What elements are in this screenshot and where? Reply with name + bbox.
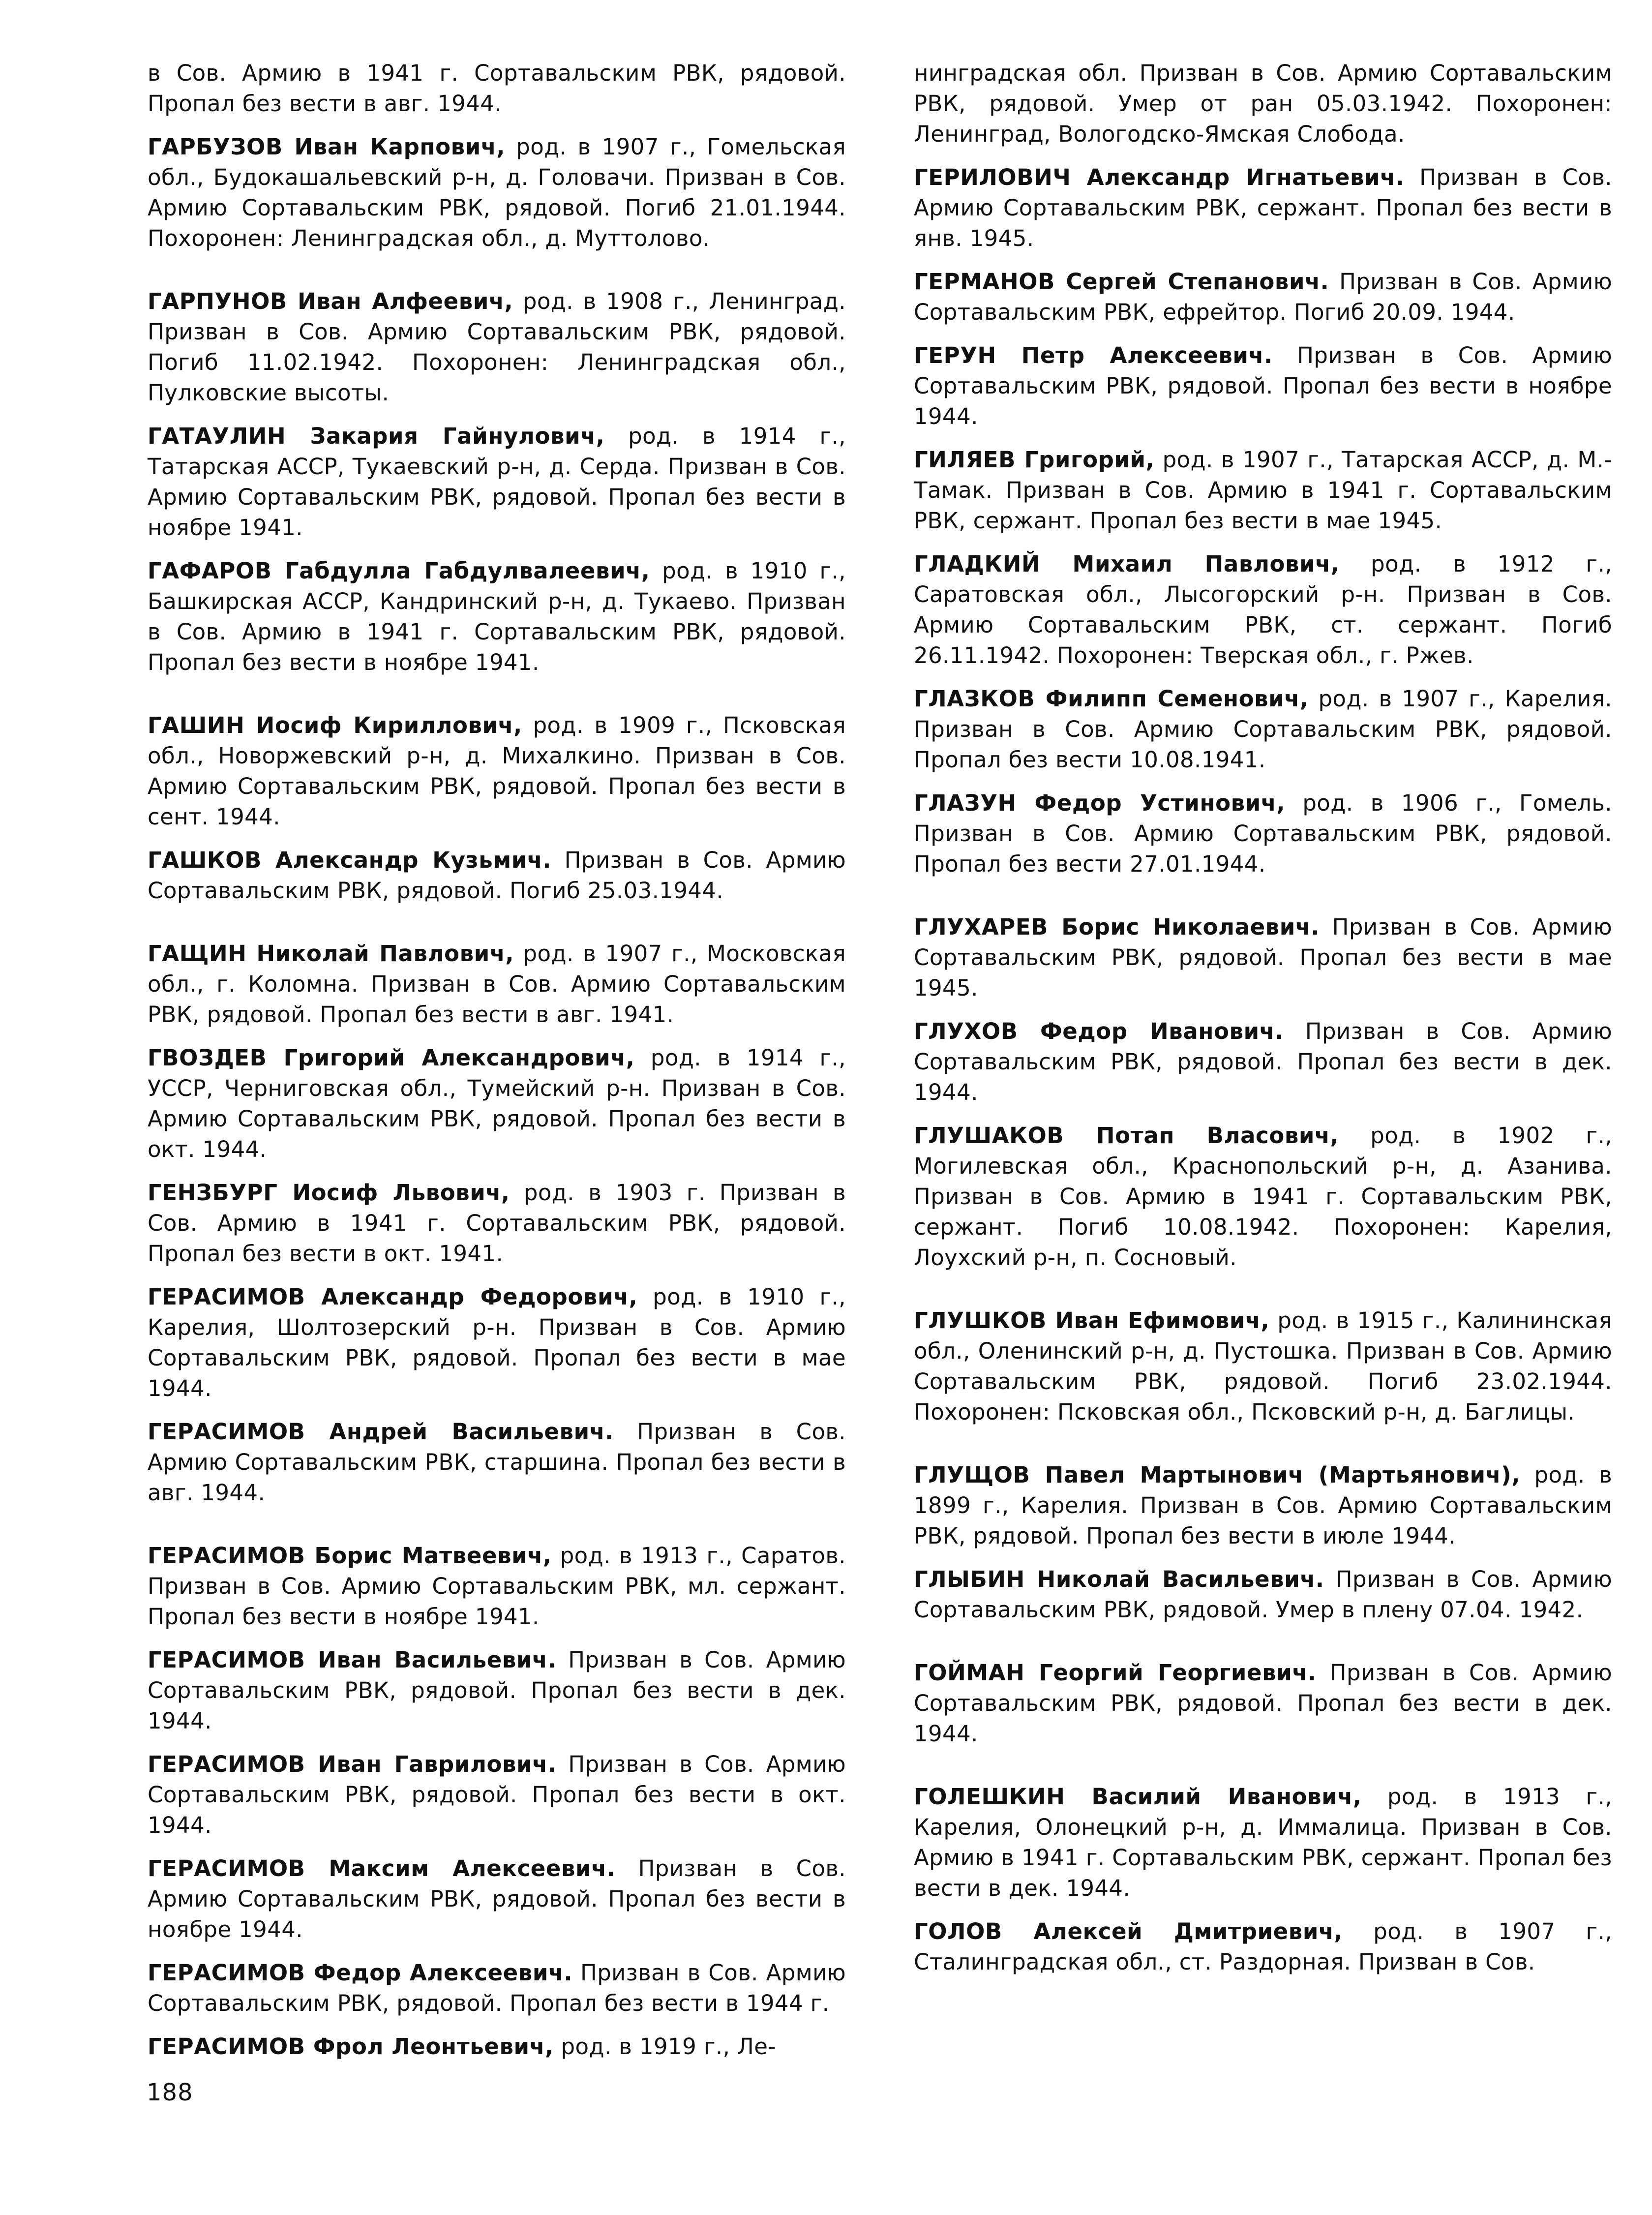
entry-text: род. в 1912 г., Саратовская обл., Лысогорский р-н. Призван в Сов. Армию Сортавальским РВК, ст. сержант. Погиб 26.11.1942. Похоронен: Тверская обл., г. Ржев. <box>914 551 1612 668</box>
entry-text: Призван в Сов. Армию Сортавальским РВК, старшина. Пропал без вести в авг. 1944. <box>148 1419 846 1506</box>
entry <box>914 445 1612 536</box>
entry-name: ГЕРУН Петр Алексеевич. <box>914 342 1273 368</box>
entry-text: род. в 1903 г. Призван в Сов. Армию в 1941 г. Сортавальским РВК, рядовой. Пропал без вести в окт. 1941. <box>148 1180 846 1267</box>
entry <box>914 1305 1612 1427</box>
entry <box>914 684 1612 775</box>
entry-name: ГЕРАСИМОВ Максим Алексеевич. <box>148 1855 616 1881</box>
entry <box>148 845 846 906</box>
entry-name: ГЛАЗКОВ Филипп Семенович, <box>914 686 1309 712</box>
entry-text: род. в 1902 г., Могилевская обл., Краснопольский р-н, д. Азанива. Призван в Сов. Армию в 1941 г. Сортавальским РВК, сержант. Погиб 10.08.1942. Похоронен: Карелия, Лоухский р-н, п. Сосновый. <box>914 1123 1612 1271</box>
entry-text: род. в 1914 г., Татарская АССР, Тукаевский р-н, д. Серда. Призван в Сов. Армию Сортавальским РВК, рядовой. Пропал без вести в ноябре 1941. <box>148 423 846 541</box>
entry-text: в Сов. Армию в 1941 г. Сортавальским РВК, рядовой. Пропал без вести в авг. 1944. <box>148 60 846 117</box>
entry-name: ГЕРАСИМОВ Андрей Васильевич. <box>148 1419 614 1445</box>
entry-text: род. в 1909 г., Псковская обл., Новоржевский р-н, д. Михалкино. Призван в Сов. Армию Сортавальским РВК, рядовой. Пропал без вести в сент. 1944. <box>148 712 846 830</box>
entry-name: ГАФАРОВ Габдулла Габдулвалеевич, <box>148 558 650 584</box>
entry-name: ГАРПУНОВ Иван Алфеевич, <box>148 288 513 314</box>
entry-continued <box>148 58 846 119</box>
entry-text: Призван в Сов. Армию Сортавальским РВК, рядовой. Пропал без вести в 1944 г. <box>148 1960 846 2016</box>
entry <box>914 1121 1612 1273</box>
entry-name: ГОЙМАН Георгий Георгиевич. <box>914 1660 1317 1686</box>
entry <box>148 1282 846 1404</box>
entry <box>148 556 846 678</box>
entry-text: род. в 1915 г., Калининская обл., Оленинский р-н, д. Пустошка. Призван в Сов. Армию Сортавальским РВК, рядовой. Погиб 23.02.1944. Похоронен: Псковская обл., Псковский р-н, д. Баглицы. <box>914 1307 1612 1425</box>
entry-text: Призван в Сов. Армию Сортавальским РВК, рядовой. Погиб 25.03.1944. <box>148 847 846 904</box>
entry <box>148 132 846 254</box>
entry-name: ГЛЫБИН Николай Васильевич. <box>914 1566 1324 1592</box>
entry-text: Призван в Сов. Армию Сортавальским РВК, сержант. Пропал без вести в янв. 1945. <box>914 164 1612 251</box>
entry-text: род. в 1913 г., Саратов. Призван в Сов. Армию Сортавальским РВК, мл. сержант. Пропал без вести в ноябре 1941. <box>148 1543 846 1630</box>
entry-name: ГЛАЗУН Федор Устинович, <box>914 790 1286 816</box>
entry-text: Призван в Сов. Армию Сортавальским РВК, рядовой. Пропал без вести в мае 1945. <box>914 914 1613 1001</box>
entry-text: род. в 1910 г., Башкирская АССР, Кандринский р-н, д. Тукаево. Призван в Сов. Армию в 1941 г. Сортавальским РВК, рядовой. Пропал без вести в ноябре 1941. <box>148 558 846 675</box>
entry <box>148 1178 846 1269</box>
entry-continued <box>914 58 1612 150</box>
entry-name: ГАЩИН Николай Павлович, <box>148 941 514 967</box>
entry-text: Призван в Сов. Армию Сортавальским РВК, ефрейтор. Погиб 20.09. 1944. <box>914 269 1612 325</box>
entry <box>914 340 1612 432</box>
entry <box>914 1658 1612 1749</box>
entry-text: род. в 1914 г., УССР, Черниговская обл., Тумейский р-н. Призван в Сов. Армию Сортавальским РВК, рядовой. Пропал без вести в окт. 1944. <box>148 1045 846 1162</box>
entry-text: Призван в Сов. Армию Сортавальским РВК, рядовой. Пропал без вести в дек. 1944. <box>914 1018 1612 1105</box>
entry-name: ГЕРАСИМОВ Иван Васильевич. <box>148 1647 557 1673</box>
entry-text: род. в 1907 г., Гомельская обл., Будокашальевский р-н, д. Головачи. Призван в Сов. Армию Сортавальским РВК, рядовой. Погиб 21.01.1944. Похоронен: Ленинградская обл., д. Муттолово. <box>148 134 846 251</box>
entry <box>914 1016 1612 1108</box>
entry-name: ГЛУШАКОВ Потап Власович, <box>914 1123 1339 1149</box>
entry <box>914 1782 1612 1904</box>
entry-text: Призван в Сов. Армию Сортавальским РВК, рядовой. Пропал без вести в дек. 1944. <box>148 1647 846 1734</box>
entry <box>148 1417 846 1508</box>
left-column <box>148 58 846 2075</box>
entry-text: род. в 1910 г., Карелия, Шолтозерский р-н. Призван в Сов. Армию Сортавальским РВК, рядовой. Пропал без вести в мае 1944. <box>148 1284 846 1401</box>
entry <box>148 1853 846 1945</box>
entry-text: род. в 1908 г., Ленинград. Призван в Сов. Армию Сортавальским РВК, рядовой. Погиб 11.02.1942. Похоронен: Ленинградская обл., Пулковские высоты. <box>148 288 846 406</box>
entry-text: род. в 1907 г., Карелия. Призван в Сов. Армию Сортавальским РВК, рядовой. Пропал без вести 10.08.1941. <box>914 686 1612 773</box>
entry <box>148 2032 846 2062</box>
entry <box>914 788 1612 880</box>
entry-text: Призван в Сов. Армию Сортавальским РВК, рядовой. Пропал без вести в дек. 1944. <box>914 1660 1612 1747</box>
entry-text: Призван в Сов. Армию Сортавальским РВК, рядовой. Пропал без вести в окт. 1944. <box>148 1751 846 1838</box>
entry-name: ГИЛЯЕВ Григорий, <box>914 447 1155 473</box>
entry-name: ГЛУХОВ Федор Иванович. <box>914 1018 1284 1044</box>
entry <box>148 939 846 1030</box>
entry-name: ГЕРИЛОВИЧ Александр Игнатьевич. <box>914 164 1405 190</box>
entry-text: род. в 1906 г., Гомель. Призван в Сов. Армию Сортавальским РВК, рядовой. Пропал без вести 27.01.1944. <box>914 790 1612 877</box>
entry-text: род. в 1913 г., Карелия, Олонецкий р-н, д. Иммалица. Призван в Сов. Армию в 1941 г. Сортавальским РВК, сержант. Пропал без вести в дек. 1944. <box>914 1784 1612 1901</box>
entry-text: род. в 1907 г., Московская обл., г. Коломна. Призван в Сов. Армию Сортавальским РВК, рядовой. Пропал без вести в авг. 1941. <box>148 941 846 1028</box>
entry-name: ГЛУШКОВ Иван Ефимович, <box>914 1307 1270 1334</box>
entry-name: ГАШКОВ Александр Кузьмич. <box>148 847 552 873</box>
page-number: 188 <box>147 2079 193 2106</box>
entry-name: ГЕРАСИМОВ Федор Алексеевич. <box>148 1960 573 1986</box>
entry <box>148 1043 846 1165</box>
entry-name: ГЛУЩОВ Павел Мартынович (Мартьянович), <box>914 1462 1521 1488</box>
entry-text: Призван в Сов. Армию Сортавальским РВК, рядовой. Умер в плену 07.04. 1942. <box>914 1566 1612 1623</box>
entry <box>148 1645 846 1736</box>
entry <box>148 1958 846 2019</box>
entry <box>148 710 846 832</box>
entry <box>148 421 846 543</box>
entry-text: Призван в Сов. Армию Сортавальским РВК, рядовой. Пропал без вести в ноябре 1944. <box>148 1855 846 1942</box>
entry <box>148 1749 846 1841</box>
entry <box>914 549 1612 671</box>
right-column <box>914 58 1612 1990</box>
entry-name: ГАТАУЛИН Закария Гайнулович, <box>148 423 605 449</box>
entry-text: род. в 1899 г., Карелия. Призван в Сов. Армию Сортавальским РВК, рядовой. Пропал без вести в июле 1944. <box>914 1462 1612 1549</box>
entry-name: ГАШИН Иосиф Кириллович, <box>148 712 522 738</box>
entry-name: ГОЛЕШКИН Василий Иванович, <box>914 1784 1362 1810</box>
entry-name: ГЕРАСИМОВ Иван Гаврилович. <box>148 1751 557 1777</box>
entry-name: ГОЛОВ Алексей Дмитриевич, <box>914 1918 1343 1944</box>
entry-name: ГЕРМАНОВ Сергей Степанович. <box>914 269 1329 295</box>
entry-name: ГВОЗДЕВ Григорий Александрович, <box>148 1045 635 1071</box>
entry-text: род. в 1907 г., Сталинградская обл., ст. Раздорная. Призван в Сов. <box>914 1918 1612 1975</box>
entry <box>148 1541 846 1632</box>
entry <box>914 1916 1612 1977</box>
entry-name: ГЕНЗБУРГ Иосиф Львович, <box>148 1180 510 1206</box>
entry-name: ГАРБУЗОВ Иван Карпович, <box>148 134 506 160</box>
entry-name: ГЕРАСИМОВ Фрол Леонтьевич, <box>148 2033 554 2060</box>
entry-name: ГЕРАСИМОВ Борис Матвеевич, <box>148 1543 552 1569</box>
entry <box>914 912 1612 1003</box>
entry <box>914 162 1612 254</box>
entry-text: род. в 1919 г., Ле- <box>553 2033 776 2060</box>
entry-text: нинградская обл. Призван в Сов. Армию Сортавальским РВК, рядовой. Умер от ран 05.03.1942. Похоронен: Ленинград, Вологодско-Ямская Слобода. <box>914 60 1612 147</box>
entry-text: Призван в Сов. Армию Сортавальским РВК, рядовой. Пропал без вести в ноябре 1944. <box>914 342 1612 429</box>
entry-name: ГЛУХАРЕВ Борис Николаевич. <box>914 914 1320 940</box>
entry <box>914 1460 1612 1551</box>
entry <box>914 267 1612 328</box>
entry-text: род. в 1907 г., Татарская АССР, д. М.-Тамак. Призван в Сов. Армию в 1941 г. Сортавальским РВК, сержант. Пропал без вести в мае 1945. <box>914 447 1612 534</box>
entry-name: ГЛАДКИЙ Михаил Павлович, <box>914 551 1340 577</box>
entry-name: ГЕРАСИМОВ Александр Федорович, <box>148 1284 638 1310</box>
entry <box>914 1564 1612 1625</box>
entry <box>148 286 846 408</box>
